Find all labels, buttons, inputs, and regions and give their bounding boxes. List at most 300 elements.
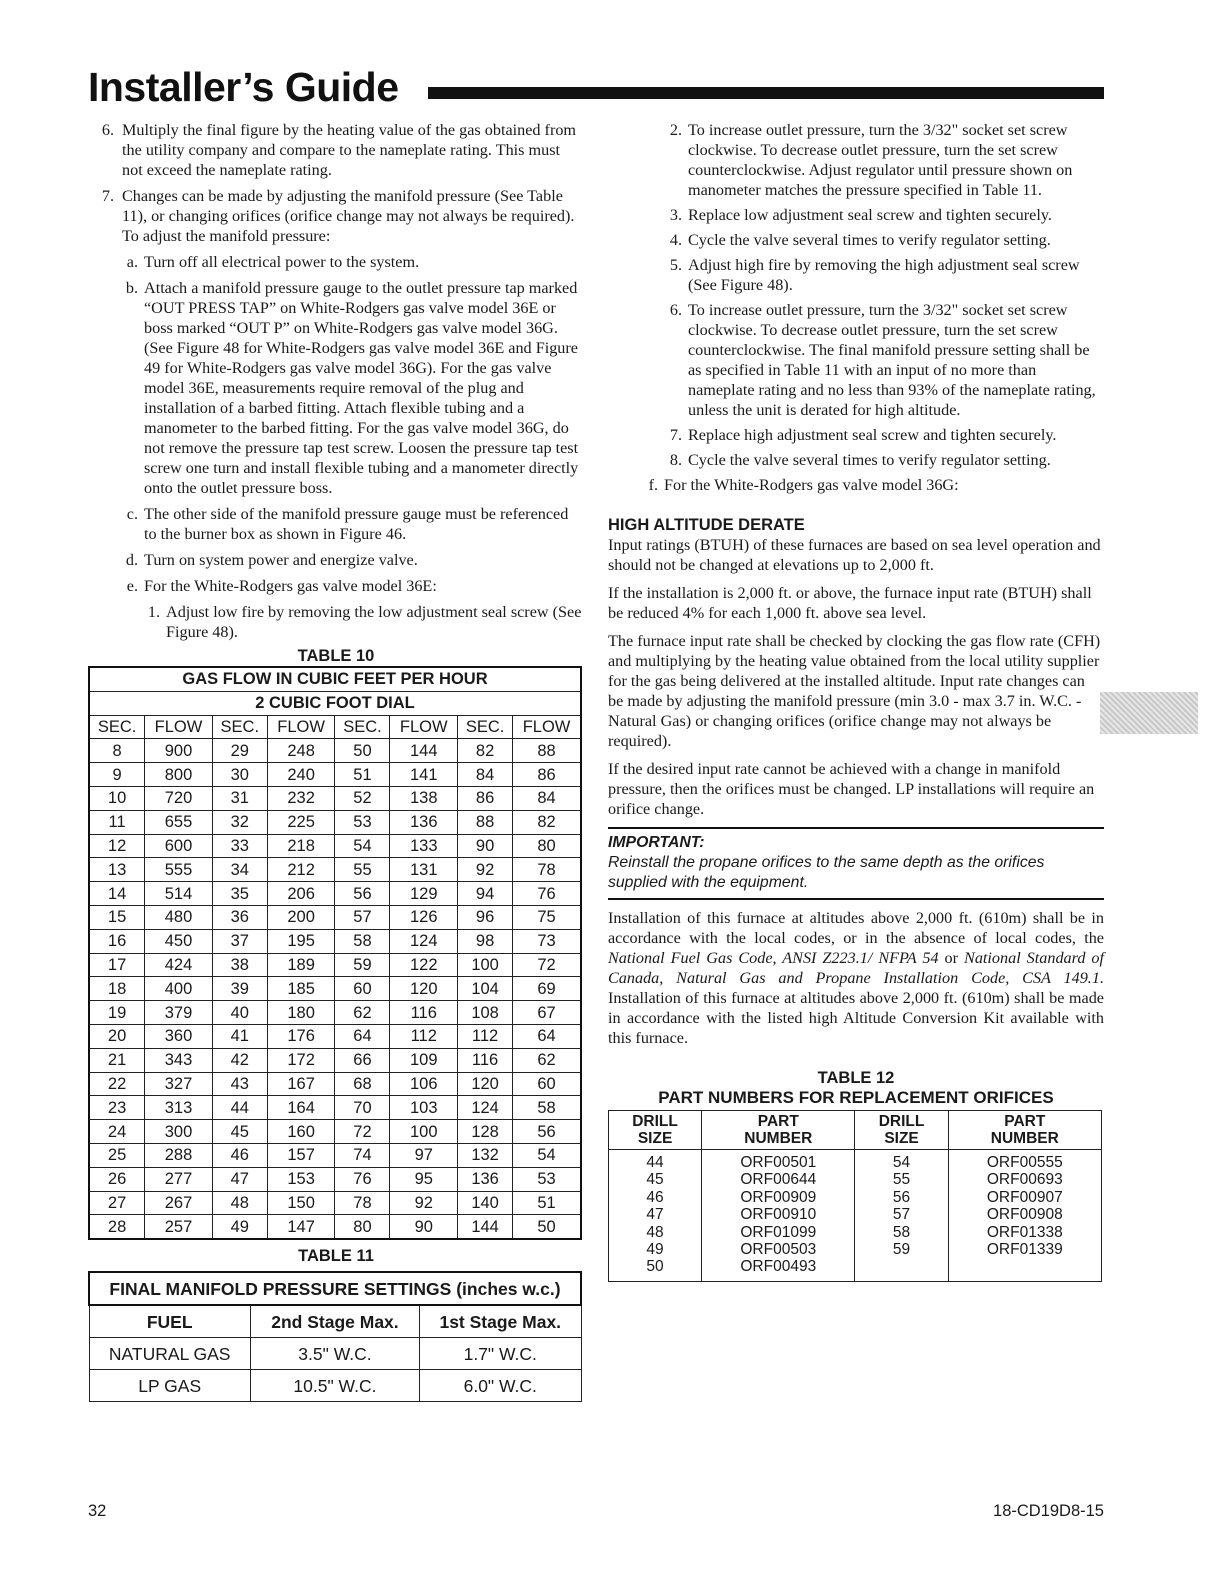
table10-cell: 8 (89, 739, 145, 763)
table10-cell: 20 (89, 1024, 145, 1048)
table10-row (89, 1167, 581, 1191)
table10-cell: 68 (335, 1072, 390, 1096)
table10-cell: 11 (89, 810, 145, 834)
header-line: DRILL (878, 1113, 925, 1130)
table10-cell: 900 (145, 739, 213, 763)
table10-cell: 46 (212, 1143, 267, 1167)
list-marker: 3. (669, 206, 682, 224)
table10-cell: 64 (513, 1024, 581, 1048)
left-column (88, 120, 584, 1402)
p5-text-c: Installation of this furnace at altitudes above 2,000 ft. (610m) shall be made in accordance with the listed high Altitude Conversion Kit available with this furnace. (608, 989, 1104, 1047)
list-text: Attach a manifold pressure gauge to the outlet pressure tap marked “OUT PRESS TAP” on White-Rodgers gas valve model 36E or boss marked “OUT P” on White-Rodgers gas valve model 36G. (See Figure 48 for White-Rodgers gas valve model 36E and Figure 49 for White-Rodgers gas valve model 36G). For the gas valve model 36E, measurements require removal of the plug and installation of a barbed fitting. Attach flexible tubing and a manometer to the barbed fitting. For the gas valve model 36G, do not remove the pressure tap test screw. Loosen the pressure tap test screw one turn and install flexible tubing and a manometer directly onto the outlet pressure boss. (144, 279, 579, 497)
table12-cell: 44 (609, 1150, 702, 1172)
list-marker: 7. (101, 187, 114, 205)
table10-cell: 44 (212, 1096, 267, 1120)
table10-cell: 129 (390, 882, 458, 906)
table10-cell: 58 (513, 1096, 581, 1120)
table10-cell: 343 (145, 1048, 213, 1072)
header-line: NUMBER (744, 1130, 813, 1147)
left-list-item (88, 550, 584, 570)
table10-cell: 13 (89, 858, 145, 882)
table10-cell: 212 (267, 858, 335, 882)
table10-cell: 90 (390, 1215, 458, 1239)
important-notice (608, 827, 1104, 900)
list-text: Cycle the valve several times to verify regulator setting. (688, 451, 1051, 469)
table12-row (609, 1150, 1102, 1172)
table10-cell: 180 (267, 1001, 335, 1025)
table10-cell: 60 (335, 977, 390, 1001)
table10-col-header: SEC. (212, 715, 267, 739)
table10-cell: 76 (335, 1167, 390, 1191)
table12-cell: 56 (855, 1189, 948, 1206)
table10-cell: 126 (390, 905, 458, 929)
table10-cell: 185 (267, 977, 335, 1001)
table10-row (89, 1072, 581, 1096)
table10-cell: 51 (335, 763, 390, 787)
table10-row (89, 739, 581, 763)
table11-row (89, 1338, 581, 1370)
table12-cell: 50 (609, 1258, 702, 1281)
table10-cell: 25 (89, 1143, 145, 1167)
table10-cell: 90 (458, 834, 513, 858)
table11-cell: 3.5" W.C. (250, 1338, 419, 1370)
table10-cell: 96 (458, 905, 513, 929)
important-text: Reinstall the propane orifices to the same depth as the orifices supplied with the equipment. (608, 854, 1045, 891)
list-text: The other side of the manifold pressure gauge must be referenced to the burner box as shown in Figure 46. (144, 505, 569, 543)
table10-cell: 64 (335, 1024, 390, 1048)
right-list-item (608, 300, 1104, 420)
list-text: For the White-Rodgers gas valve model 36E: (144, 577, 437, 595)
table10-cell: 27 (89, 1191, 145, 1215)
table10-cell: 124 (390, 929, 458, 953)
p5-code-ref-2: National Standard of Canada, Natural Gas and Propane Installation Code, CSA 149.1. (608, 949, 1105, 987)
table11-cell: 6.0" W.C. (420, 1370, 581, 1402)
table10-cell: 225 (267, 810, 335, 834)
list-text: Changes can be made by adjusting the manifold pressure (See Table 11), or changing orifices (orifice change may not always be required). To adjust the manifold pressure: (122, 187, 575, 245)
table10-cell: 103 (390, 1096, 458, 1120)
table10-row (89, 929, 581, 953)
table10-cell: 157 (267, 1143, 335, 1167)
table10-cell: 9 (89, 763, 145, 787)
table10-cell: 40 (212, 1001, 267, 1025)
table11-cell: LP GAS (89, 1370, 250, 1402)
table12-cell: ORF00555 (948, 1150, 1101, 1172)
high-altitude-p5 (608, 908, 1104, 1048)
table12-cell (948, 1258, 1101, 1281)
table10-cell: 53 (335, 810, 390, 834)
table12-cell: ORF00503 (702, 1241, 855, 1258)
table10-cell: 97 (390, 1143, 458, 1167)
table10-cell: 514 (145, 882, 213, 906)
list-text: To increase outlet pressure, turn the 3/32" socket set screw clockwise. To decrease outlet pressure, turn the set screw counterclockwise. The final manifold pressure setting shall be as specified in Table 11 with an input of no more than nameplate rating and no less than 93% of the nameplate rating, unless the unit is derated for high altitude. (688, 301, 1096, 419)
table10-cell: 100 (458, 953, 513, 977)
table10-cell: 42 (212, 1048, 267, 1072)
p5-text-a: Installation of this furnace at altitudes above 2,000 ft. (610m) shall be in accordance with the local codes, or in the absence of local codes, the (608, 909, 1104, 947)
table10-cell: 24 (89, 1120, 145, 1144)
high-altitude-heading: HIGH ALTITUDE DERATE (608, 516, 805, 534)
table10-cell: 88 (458, 810, 513, 834)
table10-col-header: FLOW (267, 715, 335, 739)
table10-cell: 248 (267, 739, 335, 763)
table10-row (89, 1024, 581, 1048)
table10-cell: 12 (89, 834, 145, 858)
table10-cell: 277 (145, 1167, 213, 1191)
right-list-item (608, 230, 1104, 250)
table10-col-header: FLOW (513, 715, 581, 739)
table12-cell: ORF01339 (948, 1241, 1101, 1258)
list-marker: 6. (669, 301, 682, 319)
table11-title: FINAL MANIFOLD PRESSURE SETTINGS (inches w.c.) (89, 1272, 581, 1305)
table10-cell: 62 (513, 1048, 581, 1072)
table10-cell: 288 (145, 1143, 213, 1167)
right-list-item (608, 120, 1104, 200)
table10-cell: 144 (390, 739, 458, 763)
left-list-item (88, 252, 584, 272)
table10-cell: 86 (458, 786, 513, 810)
table10-cell: 232 (267, 786, 335, 810)
table10-cell: 38 (212, 953, 267, 977)
table10-cell: 29 (212, 739, 267, 763)
high-altitude-p3: The furnace input rate shall be checked by clocking the gas flow rate (CFH) and multiplying by the heating value obtained from the local utility supplier for the gas being delivered at the installed altitude. Input rate changes can be made by adjusting the manifold pressure (min 3.0 - max 3.7 in. W.C. - Natural Gas) or changing orifices (orifice change may not always be required). (608, 632, 1101, 750)
table10-cell: 108 (458, 1001, 513, 1025)
header-line: SIZE (884, 1130, 919, 1147)
page-header (88, 62, 1104, 112)
table10-row (89, 1048, 581, 1072)
table10-cell: 116 (390, 1001, 458, 1025)
table10-cell: 72 (513, 953, 581, 977)
table10-cell: 218 (267, 834, 335, 858)
table10-cell: 95 (390, 1167, 458, 1191)
right-list-item (608, 475, 1104, 495)
table12-orifices (608, 1110, 1102, 1282)
table10-cell: 150 (267, 1191, 335, 1215)
list-text: Adjust low fire by removing the low adjustment seal screw (See Figure 48). (166, 603, 582, 641)
table10-col-header: FLOW (145, 715, 213, 739)
table10-cell: 58 (335, 929, 390, 953)
table10-cell: 800 (145, 763, 213, 787)
table10-cell: 104 (458, 977, 513, 1001)
left-list-item (88, 120, 584, 180)
p5-text-b: or (938, 949, 965, 967)
important-label: IMPORTANT: (608, 834, 705, 851)
table10-cell: 400 (145, 977, 213, 1001)
document-code: 18-CD19D8-15 (993, 1502, 1104, 1520)
table10-cell: 128 (458, 1120, 513, 1144)
table10-cell: 21 (89, 1048, 145, 1072)
table10-row (89, 858, 581, 882)
list-text: Turn on system power and energize valve. (144, 551, 418, 569)
table10-cell: 36 (212, 905, 267, 929)
table10-row (89, 763, 581, 787)
table10-cell: 15 (89, 905, 145, 929)
header-line: DRILL (632, 1113, 678, 1130)
page-number: 32 (88, 1502, 107, 1520)
table10-col-header: SEC. (89, 715, 145, 739)
table10-cell: 133 (390, 834, 458, 858)
table11-col-header: 2nd Stage Max. (250, 1305, 419, 1338)
table10-cell: 50 (335, 739, 390, 763)
table10-cell: 32 (212, 810, 267, 834)
table10-cell: 75 (513, 905, 581, 929)
table10-row (89, 905, 581, 929)
table11-col-header: FUEL (89, 1305, 250, 1338)
table10-cell: 55 (335, 858, 390, 882)
table10-cell: 379 (145, 1001, 213, 1025)
left-list-item (88, 602, 584, 642)
table10-cell: 39 (212, 977, 267, 1001)
high-altitude-p1: Input ratings (BTUH) of these furnaces are based on sea level operation and should not be changed at elevations up to 2,000 ft. (608, 536, 1101, 574)
table12-cell: ORF00910 (702, 1206, 855, 1223)
right-instructions (608, 120, 1104, 495)
table12-cell: ORF00493 (702, 1258, 855, 1281)
table10-cell: 54 (513, 1143, 581, 1167)
table10-cell: 73 (513, 929, 581, 953)
table10-cell: 132 (458, 1143, 513, 1167)
table10-cell: 49 (212, 1215, 267, 1239)
table12-cell: ORF00907 (948, 1189, 1101, 1206)
table12-cell: 57 (855, 1206, 948, 1223)
table10-cell: 313 (145, 1096, 213, 1120)
table10-cell: 48 (212, 1191, 267, 1215)
table10-row (89, 1001, 581, 1025)
table10-row (89, 1096, 581, 1120)
scan-artifact (1100, 692, 1198, 734)
table11-body (89, 1338, 581, 1402)
table10-cell: 60 (513, 1072, 581, 1096)
table12-cell: 49 (609, 1241, 702, 1258)
table10-caption: TABLE 10 (297, 647, 375, 665)
table10-cell: 47 (212, 1167, 267, 1191)
table10-row (89, 1143, 581, 1167)
table10-gas-flow (88, 666, 582, 1240)
table10-cell: 76 (513, 882, 581, 906)
table10-cell: 14 (89, 882, 145, 906)
table10-cell: 45 (212, 1120, 267, 1144)
table12-col-header (702, 1111, 855, 1150)
table11-header-row (89, 1305, 581, 1338)
table12-cell: 54 (855, 1150, 948, 1172)
page-title: Installer’s Guide (88, 64, 399, 110)
table12-cell: 46 (609, 1189, 702, 1206)
table10-cell: 80 (335, 1215, 390, 1239)
table10-cell: 18 (89, 977, 145, 1001)
table10-cell: 112 (390, 1024, 458, 1048)
table10-row (89, 1191, 581, 1215)
table10-cell: 257 (145, 1215, 213, 1239)
list-text: Turn off all electrical power to the system. (144, 253, 420, 271)
table10-cell: 67 (513, 1001, 581, 1025)
table10-header-row (89, 715, 581, 739)
list-marker: f. (648, 476, 658, 494)
table10-cell: 78 (513, 858, 581, 882)
table10-cell: 72 (335, 1120, 390, 1144)
right-list-item (608, 255, 1104, 295)
table10-cell: 34 (212, 858, 267, 882)
table10-cell: 176 (267, 1024, 335, 1048)
table11-row (89, 1370, 581, 1402)
table11-cell: 10.5" W.C. (250, 1370, 419, 1402)
table10-cell: 327 (145, 1072, 213, 1096)
table10-cell: 78 (335, 1191, 390, 1215)
table10-cell: 82 (458, 739, 513, 763)
table10-cell: 53 (513, 1167, 581, 1191)
table10-row (89, 882, 581, 906)
table10-cell: 124 (458, 1096, 513, 1120)
table12-row (609, 1189, 1102, 1206)
table12-cell: ORF00644 (702, 1171, 855, 1188)
table10-cell: 16 (89, 929, 145, 953)
list-marker: e. (126, 577, 138, 595)
table10-cell: 51 (513, 1191, 581, 1215)
table12-caption: TABLE 12 (817, 1069, 895, 1087)
table10-cell: 92 (458, 858, 513, 882)
list-text: Replace high adjustment seal screw and tighten securely. (688, 426, 1057, 444)
table12-cell: 58 (855, 1224, 948, 1241)
table10-cell: 164 (267, 1096, 335, 1120)
table10-cell: 54 (335, 834, 390, 858)
table11-cell: NATURAL GAS (89, 1338, 250, 1370)
list-text: To increase outlet pressure, turn the 3/32" socket set screw clockwise. To decrease outlet pressure, turn the set screw counterclockwise. Adjust regulator until pressure shown on manometer matches the pressure specified in Table 11. (688, 121, 1073, 199)
list-marker: a. (126, 253, 138, 271)
table10-cell: 98 (458, 929, 513, 953)
table10-cell: 112 (458, 1024, 513, 1048)
table10-row (89, 1120, 581, 1144)
list-marker: c. (126, 505, 138, 523)
table10-cell: 167 (267, 1072, 335, 1096)
table12-body (609, 1150, 1102, 1282)
list-marker: 5. (669, 256, 682, 274)
list-text: Replace low adjustment seal screw and tighten securely. (688, 206, 1052, 224)
list-marker: 7. (669, 426, 682, 444)
left-list-item (88, 504, 584, 544)
table10-row (89, 810, 581, 834)
table10-col-header: SEC. (458, 715, 513, 739)
table10-cell: 66 (335, 1048, 390, 1072)
table10-subtitle: 2 CUBIC FOOT DIAL (89, 691, 581, 715)
table10-cell: 136 (458, 1167, 513, 1191)
table10-cell: 74 (335, 1143, 390, 1167)
table10-cell: 23 (89, 1096, 145, 1120)
table10-cell: 240 (267, 763, 335, 787)
table10-row (89, 786, 581, 810)
table10-title: GAS FLOW IN CUBIC FEET PER HOUR (89, 667, 581, 691)
table10-cell: 56 (513, 1120, 581, 1144)
table10-cell: 80 (513, 834, 581, 858)
table11-caption: TABLE 11 (298, 1247, 374, 1266)
right-list-item (608, 425, 1104, 445)
table10-cell: 480 (145, 905, 213, 929)
table10-cell: 84 (458, 763, 513, 787)
table10-cell: 189 (267, 953, 335, 977)
table12-title: PART NUMBERS FOR REPLACEMENT ORIFICES (658, 1088, 1054, 1107)
table10-row (89, 977, 581, 1001)
table10-cell: 720 (145, 786, 213, 810)
table10-cell: 141 (390, 763, 458, 787)
table12-col-header (855, 1111, 948, 1150)
table10-cell: 267 (145, 1191, 213, 1215)
table10-cell: 120 (390, 977, 458, 1001)
table12-cell: ORF00909 (702, 1189, 855, 1206)
right-list-item (608, 450, 1104, 470)
header-rule (428, 87, 1104, 99)
table10-cell: 10 (89, 786, 145, 810)
table10-cell: 37 (212, 929, 267, 953)
table11-cell: 1.7" W.C. (420, 1338, 581, 1370)
table12-cell: ORF01099 (702, 1224, 855, 1241)
header-line: PART (1004, 1113, 1046, 1130)
table10-cell: 94 (458, 882, 513, 906)
left-list-item (88, 576, 584, 596)
table12-cell: ORF00501 (702, 1150, 855, 1172)
table10-cell: 195 (267, 929, 335, 953)
list-text: For the White-Rodgers gas valve model 36G: (664, 476, 959, 494)
table10-cell: 206 (267, 882, 335, 906)
table10-cell: 122 (390, 953, 458, 977)
table10-cell: 22 (89, 1072, 145, 1096)
list-marker: 6. (101, 121, 114, 139)
table10-cell: 70 (335, 1096, 390, 1120)
table10-cell: 655 (145, 810, 213, 834)
table11-col-header: 1st Stage Max. (420, 1305, 581, 1338)
table10-cell: 17 (89, 953, 145, 977)
table12-cell (855, 1258, 948, 1281)
table10-cell: 131 (390, 858, 458, 882)
table12-row (609, 1224, 1102, 1241)
table10-cell: 153 (267, 1167, 335, 1191)
table10-cell: 43 (212, 1072, 267, 1096)
header-line: SIZE (637, 1130, 673, 1147)
table10-cell: 84 (513, 786, 581, 810)
left-list-item (88, 278, 584, 498)
table10-cell: 147 (267, 1215, 335, 1239)
table10-cell: 116 (458, 1048, 513, 1072)
table10-cell: 144 (458, 1215, 513, 1239)
table10-cell: 82 (513, 810, 581, 834)
table12-row (609, 1206, 1102, 1223)
table10-cell: 136 (390, 810, 458, 834)
table10-cell: 140 (458, 1191, 513, 1215)
table10-cell: 172 (267, 1048, 335, 1072)
table10-cell: 360 (145, 1024, 213, 1048)
list-marker: 8. (669, 451, 682, 469)
table10-cell: 92 (390, 1191, 458, 1215)
table12-row (609, 1241, 1102, 1258)
table10-cell: 59 (335, 953, 390, 977)
table10-cell: 88 (513, 739, 581, 763)
table10-cell: 109 (390, 1048, 458, 1072)
table10-cell: 26 (89, 1167, 145, 1191)
table10-cell: 69 (513, 977, 581, 1001)
table10-row (89, 834, 581, 858)
left-list-item (88, 186, 584, 246)
list-marker: d. (125, 551, 138, 569)
table10-cell: 300 (145, 1120, 213, 1144)
table12-cell: 55 (855, 1171, 948, 1188)
table12-cell: 45 (609, 1171, 702, 1188)
list-text: Adjust high fire by removing the high adjustment seal screw (See Figure 48). (688, 256, 1080, 294)
table12-row (609, 1171, 1102, 1188)
table10-body (89, 739, 581, 1239)
high-altitude-p4: If the desired input rate cannot be achieved with a change in manifold pressure, then the orifices must be changed. LP installations will require an orifice change. (608, 760, 1095, 818)
right-column (608, 120, 1104, 1282)
table12-row (609, 1258, 1102, 1281)
table12-cell: ORF00908 (948, 1206, 1101, 1223)
table10-cell: 19 (89, 1001, 145, 1025)
list-marker: 1. (147, 603, 160, 621)
list-marker: 2. (669, 121, 682, 139)
high-altitude-p2: If the installation is 2,000 ft. or above, the furnace input rate (BTUH) shall be reduced 4% for each 1,000 ft. above sea level. (608, 584, 1092, 622)
table10-cell: 35 (212, 882, 267, 906)
